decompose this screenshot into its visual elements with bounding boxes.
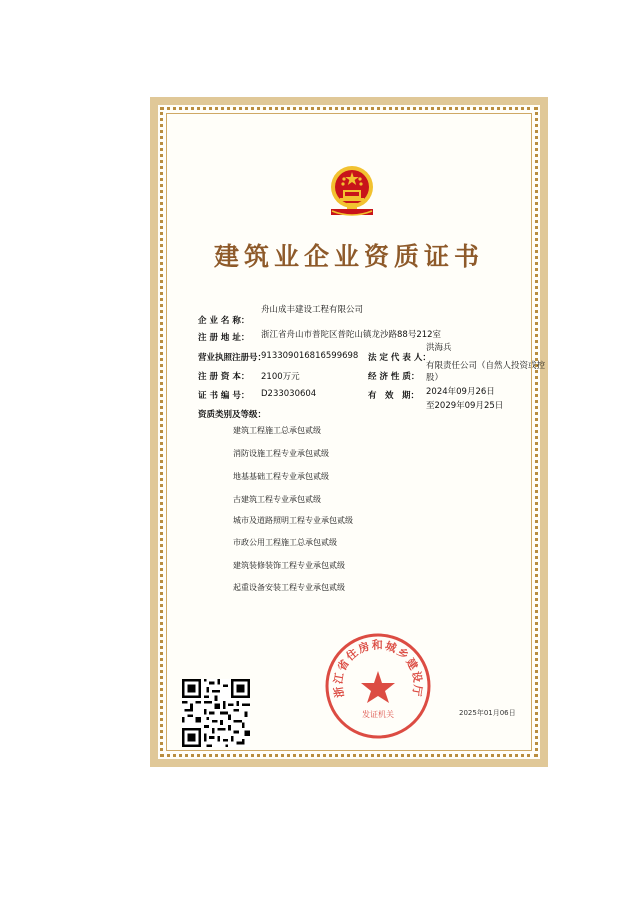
qualification-item: 古建筑工程专业承包贰级	[233, 495, 321, 504]
license-no-label: 营业执照注册号：	[198, 353, 267, 363]
license-no: 913309016816599698	[261, 351, 359, 361]
certificate-frame	[150, 97, 548, 767]
cert-no-label: 证 书 编 号：	[198, 391, 250, 401]
qualification-item: 建筑工程施工总承包贰级	[233, 426, 321, 435]
legal-rep-label: 法 定 代 表 人：	[368, 353, 431, 363]
issue-date: 2025年01月06日	[459, 709, 516, 717]
capital: 2100万元	[261, 372, 300, 382]
qualification-item: 消防设施工程专业承包贰级	[233, 449, 329, 458]
qualification-item: 城市及道路照明工程专业承包贰级	[233, 516, 353, 525]
qualification-item: 地基基础工程专业承包贰级	[233, 472, 329, 481]
certificate-title: 建筑业企业资质证书	[213, 242, 484, 271]
valid-from: 2024年09月26日	[426, 387, 495, 397]
company-name-label: 企 业 名 称：	[198, 316, 250, 326]
valid-to: 至2029年09月25日	[426, 401, 504, 411]
address: 浙江省舟山市普陀区普陀山镇龙沙路88号212室	[261, 330, 442, 340]
econ-type-line2: 股）	[426, 373, 444, 383]
seal-arc-text: 浙江省住房和城乡建设厅	[331, 638, 425, 699]
seal-center-text: 发证机关	[362, 710, 394, 719]
valid-label: 有 效 期：	[368, 391, 420, 401]
company-name: 舟山成丰建设工程有限公司	[261, 305, 364, 315]
svg-text:浙江省住房和城乡建设厅	[330, 638, 425, 699]
national-emblem-icon	[329, 161, 375, 221]
qr-code-icon	[182, 679, 250, 747]
econ-type-label: 经 济 性 质：	[368, 372, 420, 382]
legal-rep: 洪海兵	[426, 343, 452, 353]
qualification-item: 市政公用工程施工总承包贰级	[233, 538, 337, 547]
cert-no: D233030604	[261, 389, 317, 399]
qualification-item: 建筑装修装饰工程专业承包贰级	[233, 561, 345, 570]
official-seal-stamp	[323, 631, 433, 741]
econ-type-line1: 有限责任公司（自然人投资或控	[426, 361, 546, 371]
capital-label: 注 册 资 本：	[198, 372, 250, 382]
qualifications-label: 资质类别及等级：	[198, 410, 267, 420]
address-label: 注 册 地 址：	[198, 333, 250, 343]
qualification-item: 起重设备安装工程专业承包贰级	[233, 583, 345, 592]
